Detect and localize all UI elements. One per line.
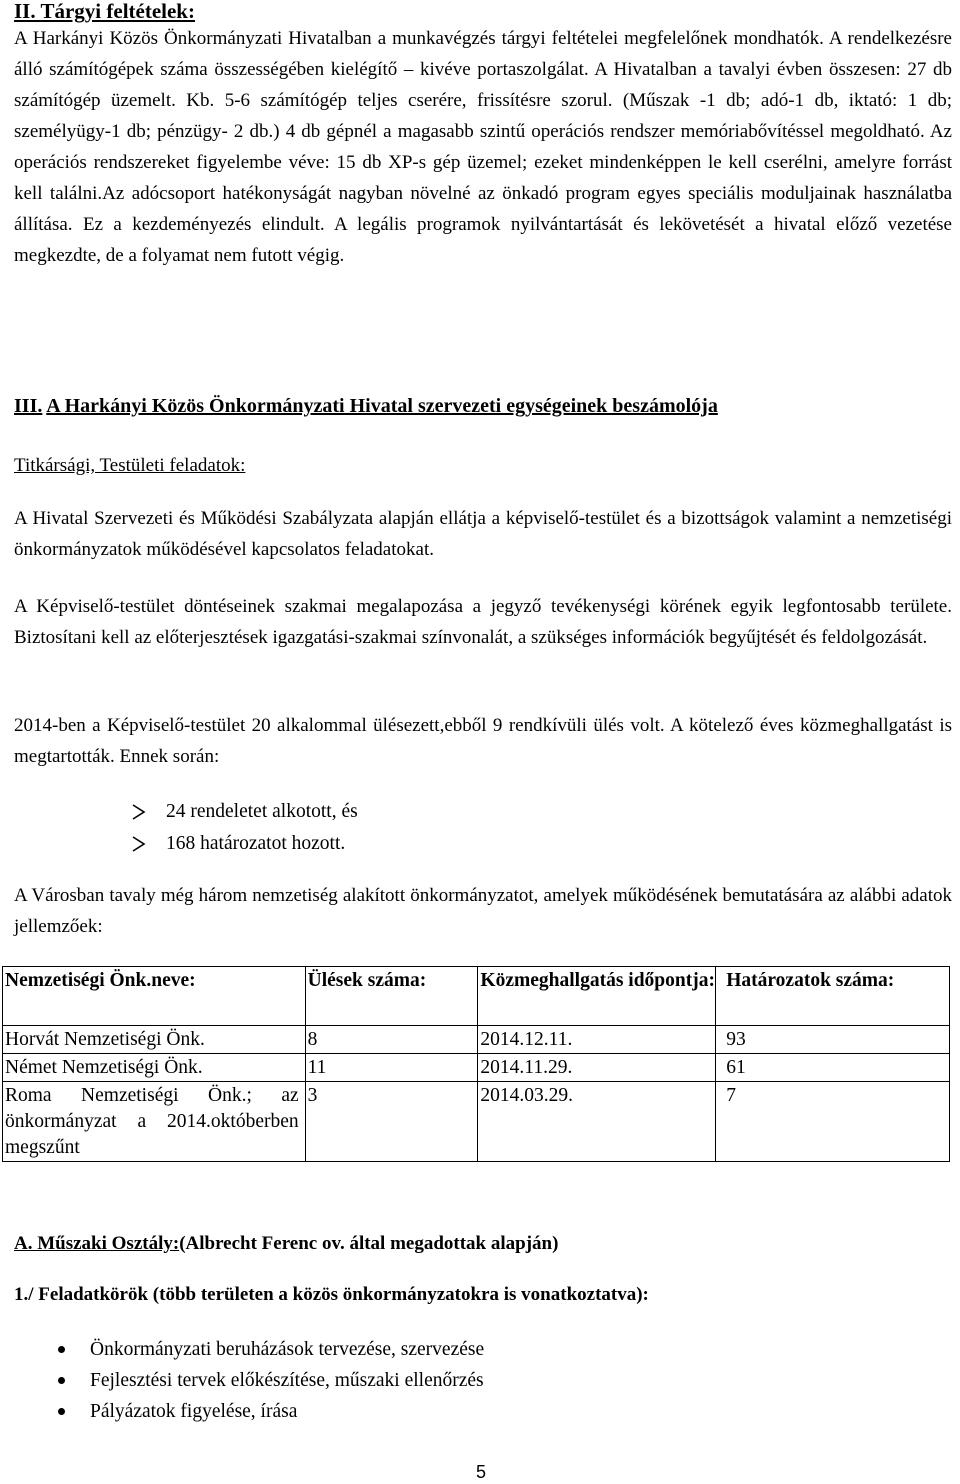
table-cell: 7 [716,1082,950,1162]
list-item-text: Önkormányzati beruházások tervezése, szervezése [90,1338,485,1360]
arrow-bullet-icon [132,836,146,852]
table-cell: Horvát Nemzetiségi Önk. [3,1026,306,1054]
paragraph-targyi: A Harkányi Közös Önkormányzati Hivatalban a munkavégzés tárgyi feltételei megfelelőnek mondhatók. A rendelkezésre álló számítógépek száma összességében kielégítő – kivéve portaszolgálat. A Hivatalban a tavalyi évben összesen: 27 db számítógép üzemelt. Kb. 5-6 számítógép teljes cserére, frissítésre szorul. (Műszak -1 db; adó-1 db, iktató: 1 db; személyügy-1 db; pénzügy- 2 db.) 4 db gépnél a magasabb szintű operációs rendszer memóriabővítéssel megoldható. Az operációs rendszereket figyelembe véve: 15 db XP-s gép üzemel; ezeket mindenképpen le kell cserélni, amelyre forrást kell találni.Az adócsoport hatékonyságát nagyban növelné az önkadó program egyes speciális moduljainak használatba állítása. Ez a kezdeményezés elindult. A legális programok nyilvántartását és lekövetését a hivatal előző vezetése megkezdte, de a folyamat nem futott végig. [14,28,952,266]
subheading-feladatkorok: 1./ Feladatkörök (több területen a közös önkormányzatokra is vonatkoztatva): [14,1284,649,1305]
list-item [58,1365,484,1396]
table-cell: 61 [716,1054,950,1082]
paragraph-kepviselo: A Képviselő-testület döntéseinek szakmai megalapozása a jegyző tevékenységi körének egyik legfontosabb területe. Biztosítani kell az előterjesztések igazgatási-szakmai színvonalát, a szükséges információk begyűjtését és feldolgozását. [14,596,952,648]
table-cell: 3 [305,1082,478,1162]
bullet-list [58,1334,484,1427]
table-cell: Német Nemzetiségi Önk. [3,1054,306,1082]
table-cell: 2014.03.29. [478,1082,716,1162]
arrow-bullet-icon [132,804,146,820]
table-cell: 2014.11.29. [478,1054,716,1082]
arrow-list [132,796,358,860]
list-item-text: 168 határozatot hozott. [166,833,346,854]
nationality-table [2,966,950,1162]
section-heading-targyi: II. Tárgyi feltételek: [14,0,195,23]
page-number: 5 [476,1462,487,1482]
list-item [132,828,358,860]
table-cell: 8 [305,1026,478,1054]
section-heading-szervezeti [14,395,952,418]
section-heading-muszaki [14,1229,952,1259]
paragraph-ulesek: 2014-ben a Képviselő-testület 20 alkalommal ülésezett,ebből 9 rendkívüli ülés volt. A kötelező éves közmeghallgatást is megtartották. Ennek során: [14,715,952,767]
table-header-cell: Nemzetiségi Önk.neve: [3,967,306,1026]
table-cell: 93 [716,1026,950,1054]
list-item [58,1396,484,1427]
bullet-dot-icon [58,1377,65,1384]
list-item-text: 24 rendeletet alkotott, és [166,801,358,822]
table-row [3,1026,950,1054]
table-cell: 2014.12.11. [478,1026,716,1054]
table-header-row [3,967,950,1026]
table-row [3,1082,950,1162]
list-item-text: Pályázatok figyelése, írása [90,1400,298,1422]
list-item [132,796,358,828]
muszaki-title: A. Műszaki Osztály: [14,1233,180,1254]
bullet-dot-icon [58,1408,65,1415]
section-number: III. [14,395,43,417]
paragraph-szmsz: A Hivatal Szervezeti és Működési Szabályzata alapján ellátja a képviselő-testület és a bizottságok valamint a nemzetiségi önkormányzatok működésével kapcsolatos feladatokat. [14,508,952,560]
table-row [3,1054,950,1082]
list-item-text: Fejlesztési tervek előkészítése, műszaki ellenőrzés [90,1369,484,1391]
table-header-cell: Határozatok száma: [716,967,950,1026]
paragraph-nemzetisegek: A Városban tavaly még három nemzetiség alakított önkormányzatot, amelyek működésének bemutatására az alábbi adatok jellemzőek: [14,885,952,937]
table-cell: Roma Nemzetiségi Önk.; az önkormányzat a 2014.októberben megszűnt [3,1082,306,1162]
muszaki-source: (Albrecht Ferenc ov. által megadottak alapján) [179,1233,559,1254]
table-header-cell: Ülések száma: [305,967,478,1026]
table-header-cell: Közmeghallgatás időpontja: [478,967,716,1026]
bullet-dot-icon [58,1346,65,1353]
list-item [58,1334,484,1365]
section-title: A Harkányi Közös Önkormányzati Hivatal szervezeti egységeinek beszámolója [46,395,718,417]
table-cell: 11 [305,1054,478,1082]
subheading-titkarsagi: Titkársági, Testületi feladatok: [14,455,246,476]
